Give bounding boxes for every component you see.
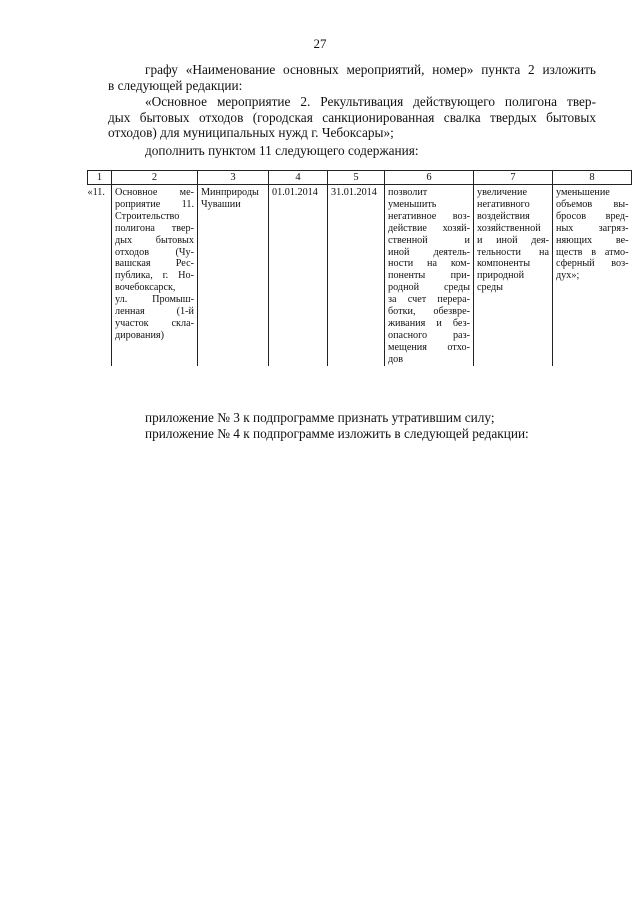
cell-line: дов (388, 353, 404, 365)
column-header: 4 (269, 171, 328, 185)
cell-line: отходов (Чу- (115, 246, 194, 258)
column-header: 7 (474, 171, 553, 185)
cell-line: объемов вы- (556, 198, 629, 210)
cell-indicators (553, 185, 632, 366)
cell-item-number: «11. (87, 187, 105, 198)
cell-line: публика, г. Но- (115, 270, 194, 282)
paragraph-appendix-3 (145, 410, 596, 426)
paragraph-appendix-4 (145, 426, 596, 442)
column-header: 1 (88, 171, 112, 185)
cell-activity-name (112, 185, 198, 366)
cell-line: действие хозяй- (388, 222, 470, 234)
paragraph-main-activity (108, 94, 596, 141)
cell-expected-result (385, 185, 474, 366)
cell-line: ных загряз- (556, 222, 629, 234)
cell-line: Минприроды (201, 187, 259, 198)
cell-line: дых бытовых (115, 234, 194, 246)
text-line: дых бытовых отходов (городская санкционированная свалка твердых бытовых (108, 109, 596, 125)
cell-line: опасного раз- (388, 329, 470, 341)
cell-line: воздействия (477, 210, 530, 222)
cell-line: родной среды (388, 282, 470, 294)
cell-line: природной (477, 270, 525, 282)
cell-line: ности на ком- (388, 258, 470, 270)
paragraph-amend-column-title (108, 62, 596, 93)
cell-line: ул. Промыш- (115, 294, 194, 306)
cell-line: ботки, обезвре- (388, 306, 470, 318)
text-line: приложение № 3 к подпрограмме признать утратившим силу; (145, 410, 495, 425)
cell-line: живания и без- (388, 317, 470, 329)
cell-line: участок скла- (115, 317, 194, 329)
cell-line: сферный воз- (556, 258, 629, 270)
cell-line: Основное ме- (115, 187, 194, 198)
cell-line: Чувашии (201, 198, 241, 210)
cell-line: компоненты (477, 258, 531, 270)
cell-consequences (474, 185, 553, 366)
cell-line: среды (477, 282, 504, 294)
text-line: приложение № 4 к подпрограмме изложить в следующей редакции: (145, 426, 529, 441)
cell-line: вашская Рес- (115, 258, 194, 270)
cell-line: дух»; (556, 270, 580, 282)
column-header: 3 (198, 171, 269, 185)
text-line: в следующей редакции: (108, 77, 243, 93)
text-line: графу «Наименование основных мероприятий, номер» пункта 2 изложить (145, 62, 596, 77)
table-header-row (88, 171, 632, 185)
text-line: дополнить пунктом 11 следующего содержания: (145, 143, 419, 158)
text-line: «Основное мероприятие 2. Рекультивация действующего полигона твер- (145, 94, 596, 109)
cell-line: дирования) (115, 329, 165, 341)
page-number: 27 (313, 36, 327, 51)
cell-line: вочебоксарск, (115, 282, 176, 294)
cell-line: негативное воз- (388, 210, 470, 222)
cell-line: уменьшить (388, 198, 437, 210)
cell-line: позволит (388, 187, 428, 198)
cell-line: и иной дея- (477, 234, 549, 246)
cell-end-date: 31.01.2014 (328, 185, 385, 366)
cell-line: уменьшение (556, 187, 610, 198)
cell-line: бросов вред- (556, 210, 629, 222)
activity-table (87, 170, 632, 366)
cell-line: увеличение (477, 187, 527, 198)
cell-line: ственной и (388, 234, 470, 246)
cell-line: иной деятель- (388, 246, 470, 258)
cell-line: поненты при- (388, 270, 470, 282)
column-header: 8 (553, 171, 632, 185)
column-header: 5 (328, 171, 385, 185)
cell-start-date: 01.01.2014 (269, 185, 328, 366)
cell-line: тельности на (477, 246, 549, 258)
column-header: 6 (385, 171, 474, 185)
cell-line: негативного (477, 198, 530, 210)
cell-line: полигона твер- (115, 222, 194, 234)
cell-executor (198, 185, 269, 366)
cell-line: мещения отхо- (388, 341, 470, 353)
column-header: 2 (112, 171, 198, 185)
cell-line: за счет перера- (388, 294, 470, 306)
cell-line: няющих ве- (556, 234, 629, 246)
paragraph-add-item (145, 143, 596, 159)
cell-line: роприятие 11. (115, 198, 194, 210)
cell-line: ленная (1-й (115, 306, 194, 318)
cell-line: ществ в атмо- (556, 246, 629, 258)
table-row (88, 185, 632, 366)
text-line: отходов) для муниципальных нужд г. Чебоксары»; (108, 125, 394, 140)
cell-line: Строительство (115, 210, 180, 222)
cell-line: хозяйственной (477, 222, 541, 234)
